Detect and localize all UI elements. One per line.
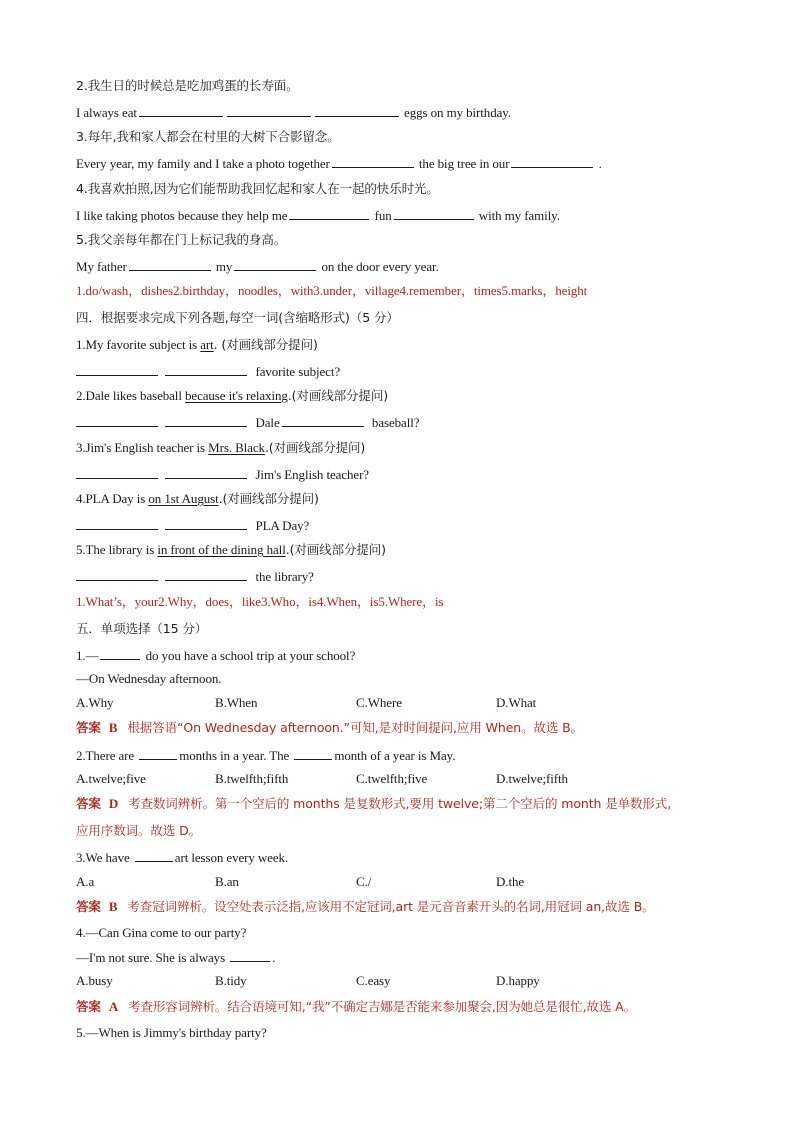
underlined-phrase: art xyxy=(200,337,214,352)
answer-blank[interactable] xyxy=(139,103,223,117)
underlined-phrase: Mrs. Black xyxy=(208,440,265,455)
p3-q2-english: I always eat eggs on my birthday. xyxy=(76,105,511,120)
answer-blank[interactable] xyxy=(76,413,158,427)
p3-q4-english: I like taking photos because they help me fun with my family. xyxy=(76,208,560,223)
option-d[interactable]: D.twelve;fifth xyxy=(496,771,568,786)
p4-answer-key: 1.What’s，your2.Why，does，like3.Who，is4.When，is5.Where，is xyxy=(76,594,444,609)
p4-q4-answer-line: PLA Day? xyxy=(76,516,309,535)
underlined-phrase: in front of the dining hall xyxy=(157,542,286,557)
option-d[interactable]: D.What xyxy=(496,695,537,710)
part4-heading: 四．根据要求完成下列各题,每空一词(含缩略形式)（5 分） xyxy=(76,310,399,325)
answer-blank[interactable] xyxy=(394,206,474,220)
option-a[interactable]: A.busy xyxy=(76,973,113,988)
option-a[interactable]: A.a xyxy=(76,874,95,889)
p5-q2-stem: 2.There are months in a year. The month of a year is May. xyxy=(76,748,456,763)
answer-blank[interactable] xyxy=(234,257,316,271)
p3-answer-key: 1.do/wash，dishes2.birthday，noodles，with3.under，village4.remember，times5.marks，height xyxy=(76,283,588,298)
answer-blank[interactable] xyxy=(129,257,211,271)
underlined-phrase: because it's relaxing xyxy=(185,388,288,403)
answer-blank[interactable] xyxy=(289,206,369,220)
option-c[interactable]: C./ xyxy=(356,874,372,889)
p5-q4-stem: 4.—Can Gina come to our party? xyxy=(76,925,247,940)
answer-blank[interactable] xyxy=(76,516,158,530)
p4-q1-answer-line: favorite subject? xyxy=(76,362,340,381)
part5-heading: 五．单项选择（15 分） xyxy=(76,621,208,636)
option-d[interactable]: D.happy xyxy=(496,973,540,988)
p5-q4-options xyxy=(76,972,736,990)
p5-q4-answer: 答案 A 考查形容词辨析。结合语境可知,“我”不确定吉娜是否能来参加聚会,因为她总是很忙,故选 A。 xyxy=(76,999,637,1014)
answer-blank[interactable] xyxy=(165,362,247,376)
p5-q3-answer: 答案 B 考查冠词辨析。设空处表示泛指,应该用不定冠词,art 是元音音素开头的名词,用冠词 an,故选 B。 xyxy=(76,899,655,914)
p3-q3-english: Every year, my family and I take a photo together the big tree in our . xyxy=(76,156,602,171)
p5-q3-stem: 3.We have art lesson every week. xyxy=(76,850,289,865)
p3-q3-chinese: 3.每年,我和家人都会在村里的大树下合影留念。 xyxy=(76,129,340,144)
option-b[interactable]: B.tidy xyxy=(215,973,247,988)
option-c[interactable]: C.twelfth;five xyxy=(356,771,428,786)
option-c[interactable]: C.easy xyxy=(356,973,391,988)
answer-blank[interactable] xyxy=(139,746,177,760)
p4-q3-stem: 3.Jim's English teacher is Mrs. Black.(对画线部分提问) xyxy=(76,440,366,455)
p5-q2-answer: 答案 D 考查数词辨析。第一个空后的 months 是复数形式,要用 twelve;第二个空后的 month 是单数形式, xyxy=(76,796,672,811)
option-b[interactable]: B.an xyxy=(215,874,239,889)
p3-q2-chinese: 2.我生日的时候总是吃加鸡蛋的长寿面。 xyxy=(76,78,299,93)
p4-q5-stem: 5.The library is in front of the dining hall.(对画线部分提问) xyxy=(76,542,386,557)
option-c[interactable]: C.Where xyxy=(356,695,402,710)
p3-q4-chinese: 4.我喜欢拍照,因为它们能帮助我回忆起和家人在一起的快乐时光。 xyxy=(76,181,439,196)
p5-q4-reply: —I'm not sure. She is always . xyxy=(76,950,276,965)
p5-q2-options xyxy=(76,770,736,788)
answer-blank[interactable] xyxy=(294,746,332,760)
p5-q2-answer-cont: 应用序数词。故选 D。 xyxy=(76,823,201,838)
answer-blank[interactable] xyxy=(165,413,247,427)
answer-blank[interactable] xyxy=(230,948,270,962)
answer-blank[interactable] xyxy=(76,465,158,479)
p4-q4-stem: 4.PLA Day is on 1st August.(对画线部分提问) xyxy=(76,491,319,506)
answer-blank[interactable] xyxy=(135,848,173,862)
p3-q5-english: My father my on the door every year. xyxy=(76,259,439,274)
option-b[interactable]: B.When xyxy=(215,695,258,710)
option-b[interactable]: B.twelfth;fifth xyxy=(215,771,289,786)
answer-blank[interactable] xyxy=(511,154,593,168)
p4-q2-answer-line: Dale baseball? xyxy=(76,413,419,432)
p4-q1-stem: 1.My favorite subject is art. (对画线部分提问) xyxy=(76,337,318,352)
p3-q5-chinese: 5.我父亲每年都在门上标记我的身高。 xyxy=(76,232,287,247)
answer-blank[interactable] xyxy=(227,103,311,117)
answer-blank[interactable] xyxy=(165,567,247,581)
answer-blank[interactable] xyxy=(76,362,158,376)
answer-blank[interactable] xyxy=(332,154,414,168)
option-a[interactable]: A.twelve;five xyxy=(76,771,146,786)
p5-q1-stem: 1.— do you have a school trip at your school? xyxy=(76,648,356,663)
answer-blank[interactable] xyxy=(315,103,399,117)
answer-blank[interactable] xyxy=(76,567,158,581)
p5-q3-options xyxy=(76,873,736,891)
answer-blank[interactable] xyxy=(282,413,364,427)
p4-q5-answer-line: the library? xyxy=(76,567,314,586)
option-d[interactable]: D.the xyxy=(496,874,525,889)
p4-q2-stem: 2.Dale likes baseball because it's relaxing.(对画线部分提问) xyxy=(76,388,388,403)
p5-q5-stem: 5.—When is Jimmy's birthday party? xyxy=(76,1025,267,1040)
p5-q1-answer: 答案 B 根据答语“On Wednesday afternoon.”可知,是对时间提问,应用 When。故选 B。 xyxy=(76,720,584,735)
answer-blank[interactable] xyxy=(165,465,247,479)
answer-blank[interactable] xyxy=(100,646,140,660)
option-a[interactable]: A.Why xyxy=(76,695,114,710)
p4-q3-answer-line: Jim's English teacher? xyxy=(76,465,369,484)
p5-q1-options xyxy=(76,694,736,712)
underlined-phrase: on 1st August xyxy=(148,491,219,506)
p5-q1-reply: —On Wednesday afternoon. xyxy=(76,671,222,686)
answer-blank[interactable] xyxy=(165,516,247,530)
